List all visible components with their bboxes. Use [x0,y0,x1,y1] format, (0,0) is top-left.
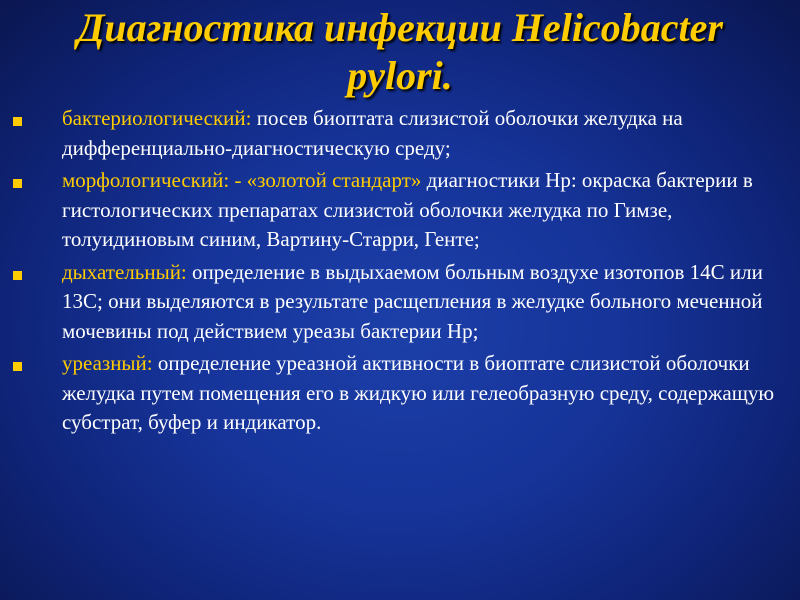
bullet-term: дыхательный: [62,259,187,284]
bullet-square-icon [13,362,22,371]
bullet-item-urease [0,349,800,438]
bullet-text: определение уреазной активности в биоптате слизистой оболочки желудка путем помещения его в жидкую или гелеобразную среду, содержащую субстрат, буфер и индикатор. [62,351,775,434]
bullet-square-icon [13,117,22,126]
bullet-item-breath [0,258,800,347]
bullet-square-icon [13,271,22,280]
bullet-term: уреазный: [62,351,153,375]
bullet-list [0,104,800,441]
bullet-text: диагностики Hp: окраска бактерии в гистологических препаратах слизистой оболочки желудка по Гимзе, толуидиновым синим, Вартину-Старри, Генте; [62,168,753,251]
bullet-term: морфологический: - «золотой стандарт» [62,168,422,192]
bullet-term: бактериологический: [62,106,252,130]
bullet-item-morphological [0,166,800,255]
bullet-text: посев биоптата слизистой оболочки желудка на дифференциально-диагностическую среду; [62,106,683,160]
bullet-item-bacteriological [0,104,800,163]
bullet-square-icon [13,179,22,188]
slide-title: Диагностика инфекции Helicobacter pylori. [77,5,723,98]
bullet-text: определение в выдыхаемом больным воздухе изотопов 14С или 13С; они выделяются в результате расщепления в желудке больного меченной мочевины под действием уреазы бактерии Hp; [62,259,763,343]
